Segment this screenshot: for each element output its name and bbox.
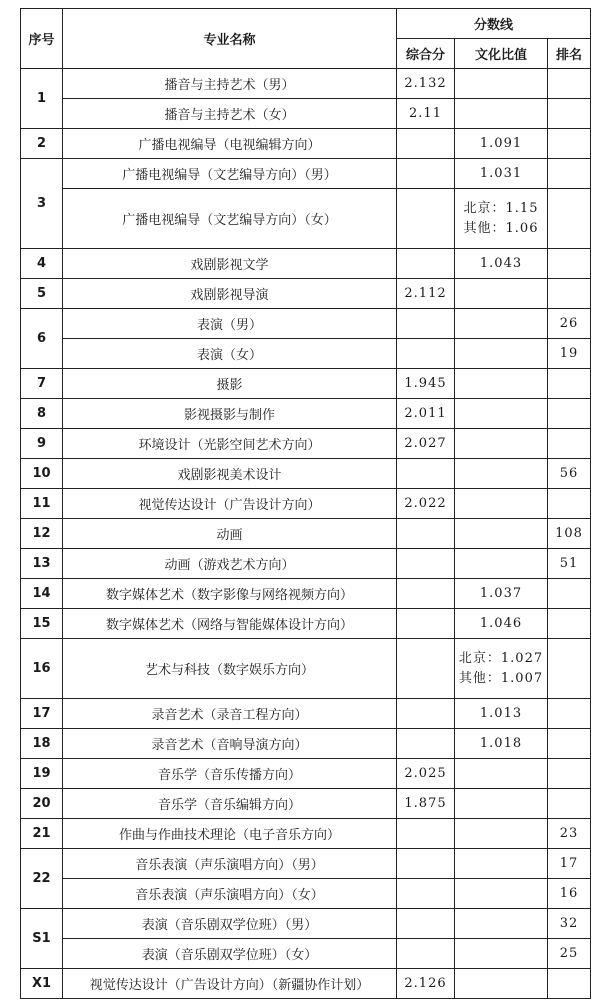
composite-score: 2.011	[397, 399, 455, 429]
major-name: 表演（男）	[63, 309, 397, 339]
row-number: 10	[21, 459, 63, 489]
culture-ratio	[455, 909, 548, 939]
rank-value: 51	[548, 549, 591, 579]
table-row	[21, 399, 591, 429]
composite-score	[397, 879, 455, 909]
composite-score	[397, 939, 455, 969]
culture-ratio	[455, 279, 548, 309]
table-row	[21, 369, 591, 399]
culture-ratio	[455, 759, 548, 789]
table-row	[21, 99, 591, 129]
row-number: 20	[21, 789, 63, 819]
row-number: 15	[21, 609, 63, 639]
rank-value	[548, 579, 591, 609]
table-row	[21, 339, 591, 369]
row-number: 11	[21, 489, 63, 519]
table-row	[21, 909, 591, 939]
major-name: 视觉传达设计（广告设计方向）（新疆协作计划）	[63, 969, 397, 999]
row-number: 8	[21, 399, 63, 429]
culture-ratio	[455, 189, 548, 249]
culture-ratio: 1.018	[455, 729, 548, 759]
table-row	[21, 939, 591, 969]
major-name: 艺术与科技（数字娱乐方向）	[63, 639, 397, 699]
composite-score	[397, 729, 455, 759]
table-row	[21, 879, 591, 909]
rank-value	[548, 969, 591, 999]
row-number: 3	[21, 159, 63, 249]
table-row	[21, 609, 591, 639]
major-name: 表演（音乐剧双学位班）（男）	[63, 909, 397, 939]
rank-value	[548, 159, 591, 189]
major-name: 动画	[63, 519, 397, 549]
composite-score	[397, 459, 455, 489]
rank-value: 16	[548, 879, 591, 909]
major-name: 环境设计（光影空间艺术方向）	[63, 429, 397, 459]
culture-ratio	[455, 99, 548, 129]
table-row	[21, 519, 591, 549]
rank-value	[548, 429, 591, 459]
row-number: 22	[21, 849, 63, 909]
rank-value: 56	[548, 459, 591, 489]
culture-ratio: 1.043	[455, 249, 548, 279]
major-name: 播音与主持艺术（女）	[63, 99, 397, 129]
table-row	[21, 549, 591, 579]
row-number: S1	[21, 909, 63, 969]
major-name: 广播电视编导（文艺编导方向）（男）	[63, 159, 397, 189]
culture-ratio	[455, 69, 548, 99]
composite-score	[397, 249, 455, 279]
table-row	[21, 459, 591, 489]
culture-ratio	[455, 549, 548, 579]
composite-score	[397, 909, 455, 939]
culture-ratio	[455, 369, 548, 399]
major-name: 录音艺术（音响导演方向）	[63, 729, 397, 759]
culture-ratio	[455, 639, 548, 699]
major-name: 表演（音乐剧双学位班）（女）	[63, 939, 397, 969]
composite-score	[397, 339, 455, 369]
rank-value: 19	[548, 339, 591, 369]
table-row	[21, 639, 591, 699]
culture-ratio-line: 北京：1.15	[463, 200, 539, 216]
rank-value: 23	[548, 819, 591, 849]
header-seq: 序号	[21, 9, 63, 69]
composite-score	[397, 819, 455, 849]
composite-score	[397, 159, 455, 189]
culture-ratio	[455, 459, 548, 489]
culture-ratio	[455, 879, 548, 909]
composite-score	[397, 639, 455, 699]
culture-ratio	[455, 819, 548, 849]
major-name: 播音与主持艺术（男）	[63, 69, 397, 99]
composite-score	[397, 129, 455, 159]
major-name: 广播电视编导（电视编辑方向）	[63, 129, 397, 159]
row-number: 13	[21, 549, 63, 579]
table-row	[21, 699, 591, 729]
culture-ratio	[455, 519, 548, 549]
table-row	[21, 279, 591, 309]
composite-score	[397, 189, 455, 249]
row-number: X1	[21, 969, 63, 999]
table-body	[21, 69, 591, 999]
composite-score: 1.945	[397, 369, 455, 399]
rank-value	[548, 249, 591, 279]
composite-score	[397, 309, 455, 339]
header-major: 专业名称	[63, 9, 397, 69]
table-row	[21, 729, 591, 759]
rank-value	[548, 759, 591, 789]
culture-ratio	[455, 849, 548, 879]
major-name: 视觉传达设计（广告设计方向）	[63, 489, 397, 519]
rank-value	[548, 399, 591, 429]
major-name: 影视摄影与制作	[63, 399, 397, 429]
major-name: 作曲与作曲技术理论（电子音乐方向）	[63, 819, 397, 849]
composite-score: 2.126	[397, 969, 455, 999]
header-composite: 综合分	[397, 39, 455, 69]
major-name: 戏剧影视导演	[63, 279, 397, 309]
composite-score: 2.022	[397, 489, 455, 519]
table-row	[21, 759, 591, 789]
rank-value	[548, 729, 591, 759]
major-name: 动画（游戏艺术方向）	[63, 549, 397, 579]
major-name: 音乐学（音乐编辑方向）	[63, 789, 397, 819]
major-name: 数字媒体艺术（网络与智能媒体设计方向）	[63, 609, 397, 639]
rank-value	[548, 789, 591, 819]
header-score-line: 分数线	[397, 9, 591, 39]
culture-ratio: 1.031	[455, 159, 548, 189]
major-name: 音乐学（音乐传播方向）	[63, 759, 397, 789]
row-number: 19	[21, 759, 63, 789]
table-row	[21, 819, 591, 849]
table-header	[21, 9, 591, 69]
rank-value: 25	[548, 939, 591, 969]
table-row	[21, 309, 591, 339]
row-number: 16	[21, 639, 63, 699]
rank-value	[548, 69, 591, 99]
table-row	[21, 789, 591, 819]
major-name: 录音艺术（录音工程方向）	[63, 699, 397, 729]
composite-score	[397, 519, 455, 549]
table-row	[21, 969, 591, 999]
culture-ratio	[455, 339, 548, 369]
major-name: 音乐表演（声乐演唱方向）（男）	[63, 849, 397, 879]
major-name: 数字媒体艺术（数字影像与网络视频方向）	[63, 579, 397, 609]
rank-value: 32	[548, 909, 591, 939]
major-name: 音乐表演（声乐演唱方向）（女）	[63, 879, 397, 909]
rank-value: 108	[548, 519, 591, 549]
major-name: 摄影	[63, 369, 397, 399]
composite-score: 2.112	[397, 279, 455, 309]
table-row	[21, 159, 591, 189]
composite-score	[397, 849, 455, 879]
rank-value	[548, 699, 591, 729]
rank-value: 17	[548, 849, 591, 879]
culture-ratio: 1.091	[455, 129, 548, 159]
major-name: 表演（女）	[63, 339, 397, 369]
composite-score: 2.132	[397, 69, 455, 99]
rank-value	[548, 639, 591, 699]
composite-score	[397, 579, 455, 609]
composite-score	[397, 549, 455, 579]
row-number: 14	[21, 579, 63, 609]
rank-value	[548, 99, 591, 129]
culture-ratio: 1.046	[455, 609, 548, 639]
composite-score: 2.11	[397, 99, 455, 129]
row-number: 2	[21, 129, 63, 159]
culture-ratio	[455, 489, 548, 519]
table-row	[21, 429, 591, 459]
culture-ratio	[455, 789, 548, 819]
culture-ratio: 1.037	[455, 579, 548, 609]
major-name: 广播电视编导（文艺编导方向）（女）	[63, 189, 397, 249]
composite-score: 1.875	[397, 789, 455, 819]
row-number: 12	[21, 519, 63, 549]
culture-ratio	[455, 309, 548, 339]
row-number: 7	[21, 369, 63, 399]
rank-value	[548, 129, 591, 159]
rank-value	[548, 369, 591, 399]
culture-ratio	[455, 399, 548, 429]
culture-ratio	[455, 429, 548, 459]
header-rank: 排名	[548, 39, 591, 69]
culture-ratio-line: 其他：1.06	[463, 220, 539, 236]
composite-score: 2.025	[397, 759, 455, 789]
row-number: 1	[21, 69, 63, 129]
row-number: 9	[21, 429, 63, 459]
composite-score	[397, 699, 455, 729]
table-row	[21, 579, 591, 609]
major-name: 戏剧影视文学	[63, 249, 397, 279]
table-row	[21, 129, 591, 159]
culture-ratio	[455, 969, 548, 999]
table-row	[21, 249, 591, 279]
culture-ratio-line: 其他：1.007	[458, 670, 544, 686]
table-row	[21, 489, 591, 519]
row-number: 21	[21, 819, 63, 849]
table-row	[21, 189, 591, 249]
composite-score	[397, 609, 455, 639]
composite-score: 2.027	[397, 429, 455, 459]
table-row	[21, 849, 591, 879]
row-number: 5	[21, 279, 63, 309]
rank-value	[548, 279, 591, 309]
rank-value	[548, 189, 591, 249]
culture-ratio	[455, 939, 548, 969]
major-name: 戏剧影视美术设计	[63, 459, 397, 489]
header-culture-ratio: 文化比值	[455, 39, 548, 69]
row-number: 18	[21, 729, 63, 759]
row-number: 4	[21, 249, 63, 279]
rank-value: 26	[548, 309, 591, 339]
row-number: 17	[21, 699, 63, 729]
culture-ratio: 1.013	[455, 699, 548, 729]
rank-value	[548, 609, 591, 639]
table-row	[21, 69, 591, 99]
culture-ratio-line: 北京：1.027	[458, 650, 544, 666]
row-number: 6	[21, 309, 63, 369]
rank-value	[548, 489, 591, 519]
score-table	[20, 8, 591, 999]
